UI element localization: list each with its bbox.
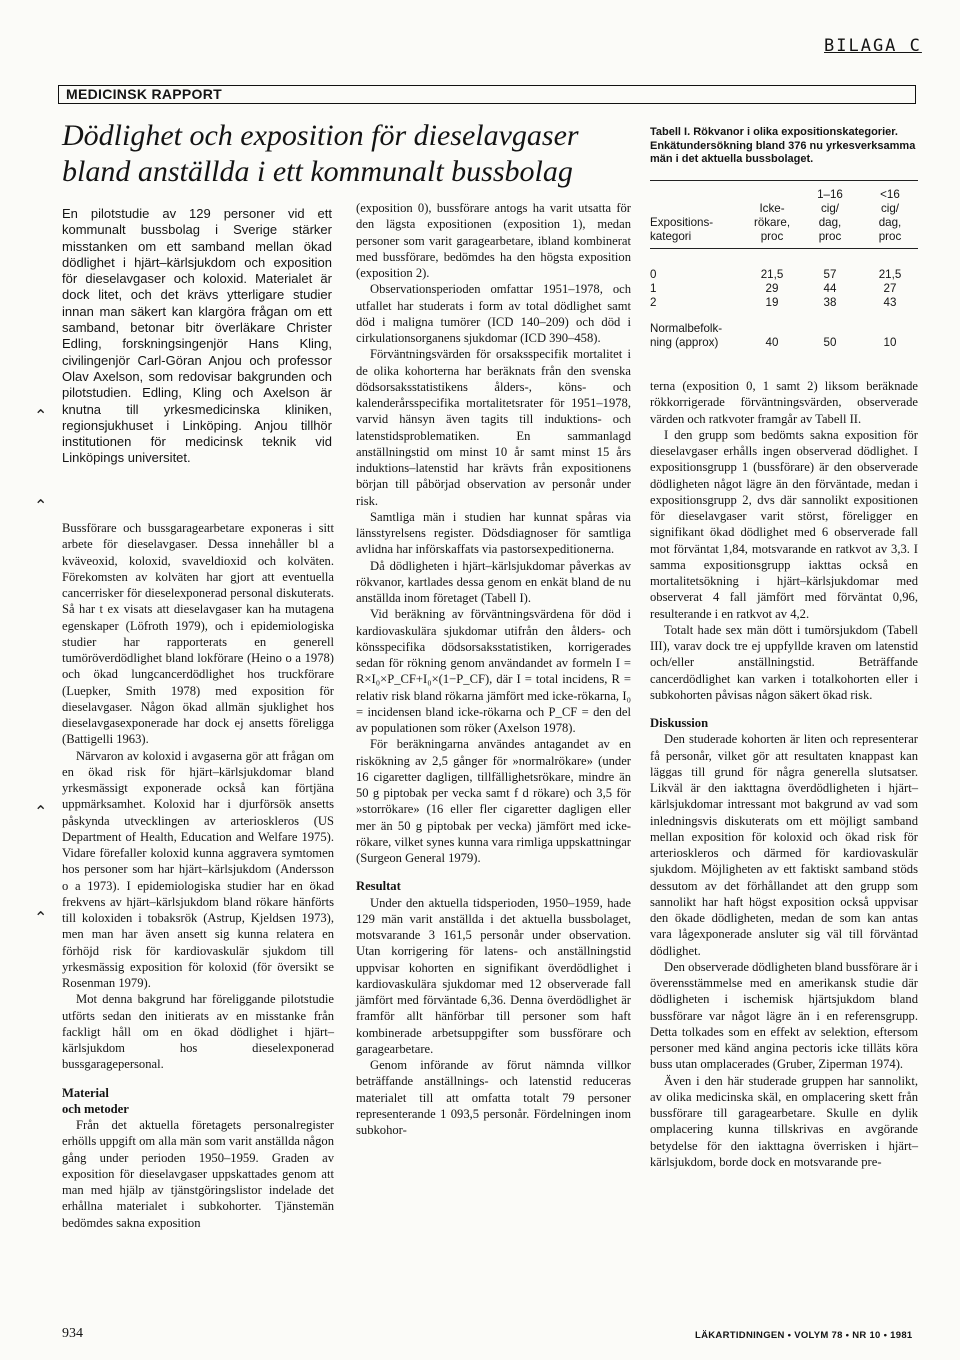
body-column-2 [356,200,631,1138]
table-cell: 40 [765,336,779,349]
paragraph: (exposition 0), bussförare antogs ha varit utsatta för den lägsta expositionen (exposition 1), medan personer som varit garagearbetare, ibland kombinerat med bussförare, bedömdes ha den högsta exposition (exposition 2). [356,201,631,280]
table-cell: 44 [823,282,837,295]
table-cell: 43 [883,296,897,309]
table-cell: 50 [823,336,837,349]
page-number: 934 [62,1326,83,1341]
margin-mark: ⌃ [34,406,48,425]
header-cell: proc [760,230,784,243]
header-cell: Icke- [759,202,785,215]
title-line-1: Dödlighet och exposition för dieselavgaser [62,119,579,152]
table-header-row [650,188,918,202]
paragraph: Totalt hade sex män dött i tumörsjukdom (Tabell III), varav dock tre ej uppfyllde kraven om latenstid och/eller anställningstid. Beträffande cancerdödlighet kan varken i totalkohorten eller i subkohorten påvisas någon säkert ökad risk. [650,622,918,702]
table-cell: ning (approx) [650,336,719,349]
table-cell: 0 [650,268,657,281]
margin-mark: ⌃ [34,908,48,927]
table-top-rule [650,180,918,181]
table-row [650,336,918,350]
table-row [650,282,918,296]
table-cell: 21,5 [760,268,784,281]
paragraph: Samtliga män i studien har kunnat spåras via länsstyrelsens register. Dödsdiagnoser för samtliga avlidna har införskaffats via pastorsexpeditionerna. [356,509,631,557]
smoking-table [650,180,918,352]
table-cell: 19 [765,296,779,309]
paragraph-gap [650,703,918,715]
paragraph: Observationsperioden omfattar 1951–1978, och utfallet har studerats i form av total dödlighet samt död i maligna tumörer (ICD 140–209) och död i cirkulationsorganens sjukdomar (ICD 390–458). [356,282,631,345]
body-column-1 [62,520,334,1231]
paragraph: Mot denna bakgrund har föreliggande pilotstudie utförts sedan den initierats av en misstanke från fackligt håll om en ökad dödlighet i hjärt–kärlsjukdom hos dieselexponerad bussgaragepersonal. [62,992,334,1072]
annex-label: BILAGA C [824,36,922,56]
paragraph-gap [356,866,631,878]
paragraph: Vid beräkning av förväntningsvärdena för död i kardiovaskulära sjukdomar utifrån den ålders- och könsspecifika dödsorsaksstatistiken, korrigerades sedan för rökning genom användandet av formeln I = R×I₀×P_CF+I₀×(1−P_CF), där I = total incidens, R = relativ risk bland rökarna jämfört med icke-rökarna, I₀ = incidensen bland icke-rökarna och P_CF = den del av populationen som röker (Axelson 1978). [356,607,631,735]
table-cell: Normalbefolk- [650,322,723,335]
paragraph: För beräkningarna användes antagandet av en riskökning av 2,5 gånger för »normalrökare» (under 16 cigaretter dagligen, tillfällighetsrökare, mindre än 50 g piptobak per vecka samt f d rökare) och 3,5 för »storrökare» (16 eller fler cigaretter dagligen eller mer än 50 g piptobak per vecka) jämfört med icke-rökare, vilket synes kunna vara rimliga uppskattningar (Surgeon General 1979). [356,737,631,865]
section-heading: Resultat [356,879,401,894]
table-cell: 21,5 [878,268,902,281]
header-cell: proc [818,230,842,243]
paragraph: Förväntningsvärden för orsaksspecifik mortalitet i de olika kohorterna har beräknats från den svenska dödsorsaksstatistikens ålders-, köns- och kalenderårsspecifika mortalitetsrater för 1951–1978, varvid hänsyn även tagits till induktions- och latenstidsproblematiken. En sammanlagd anställningstid om minst 10 år samt minst 15 års induktions–latenstid har krävts från expositionens början till påbörjad observation av personår under risk. [356,347,631,508]
header-cell: 1–16 [817,188,843,201]
paragraph: Även i den här studerade gruppen har sannolikt, av olika medicinska skäl, en omplacering skett från bussförare till garagearbetare. Skulle en dylik omplacering kunna tillskrivas en avgörande betydelse för den iakttagna överrisken i hjärt–kärlsjukdom, borde dock en motsvarande pre- [650,1073,918,1169]
body-column-3 [650,378,918,1170]
header-cell: dag, [878,216,902,229]
section-heading: Material [62,1085,109,1100]
section-heading: och metoder [62,1101,129,1116]
margin-mark: ⌃ [34,496,48,515]
table-caption: Tabell I. Rökvanor i olika expositionskategorier. Enkätundersökning bland 376 nu yrkesverksamma män i det aktuella bussbolaget. [650,126,916,165]
table-cell: 38 [823,296,837,309]
header-cell: cig/ [880,202,900,215]
paragraph: Genom införande av förut nämnda villkor beträffande anställnings- och latenstid reduceras materialet till att omfatta totalt 79 personer representerande 1 093,5 personår. Fördelningen inom subkohor- [356,1058,631,1137]
paragraph: terna (exposition 0, 1 samt 2) liksom beräknade rökkorrigerade förväntningsvärden, observerade värden och ratkvoter framgår av Tabell II. [650,379,918,426]
paragraph: Bussförare och bussgaragearbetare exponeras i sitt arbete för dieselavgaser. Dessa innehåller bl a kväveoxid, koloxid, svaveldioxid och kolväten. Förekomsten av kolväten har gjort att eventuella cancerrisker för dieselexponerad personal diskuterats. Så har t ex visats att dieselavgaser kan ha mutagena egenskaper (Löfroth 1979), och i epidemiologiska studier har rapporterats en generell tumöröverdödlighet bland lokförare (Heino o a 1978) och ökad lungcancerdödlighet hos truckförare (Luepker, Smith 1978) med exposition för dieselavgaser. Någon ökad allmän sjuklighet hos dieselavgasexponerade har dock ej ansetts föreligga (Battigelli 1963). [62,521,334,747]
section-label: MEDICINSK RAPPORT [66,86,222,102]
header-cell: kategori [650,230,692,243]
table-header-row [650,202,918,216]
table-cell: 27 [883,282,897,295]
header-cell: <16 [880,188,900,201]
table-cell: 1 [650,282,657,295]
table-cell: 57 [823,268,837,281]
header-cell: cig/ [820,202,840,215]
table-header-row [650,230,918,244]
table-row [650,296,918,310]
paragraph: I den grupp som bedömts sakna exposition för dieselavgaser erhålls ingen observerad dödlighet. I expositionsgrupp 1 (bussförare) är den observerade dödligheten något lägre än den förväntade, medan i expositionsgrupp 2, dvs där sannolikt expositionen för dieselavgaser varit störst, föreligger en signifikant ökad dödlighet med 6 observerade fall mot förväntat 1,84, motsvarande en ratkvot av 3,3. I samma expositionsgrupp iakttas också en mortalitetsökning i hjärt–kärlsjukdomar med observerat 4 fall jämfört med förväntat 0,96, resulterande i en ratkvot av 4,2. [650,427,918,621]
journal-footer: LÄKARTIDNINGEN • VOLYM 78 • NR 10 • 1981 [695,1330,913,1341]
intro-summary: En pilotstudie av 129 personer vid ett kommunalt bussbolag i Sverige stärker misstanken om ett samband mellan ökad dödlighet i hjärt–kärlsjukdom och exposition för dieselavgaser och koloxid. Materialet är dock litet, och det krävs ytterligare studier innan man säkert kan klargöra frågan om ett samband, betonar bitr överläkare Christer Edling, forskningsingenjör Hans Kling, civilingenjör Carl-Göran Anjou och professor Olav Axelson, som redovisar bakgrunden och pilotstudien. Edling, Kling och Axelson är knutna till yrkesmedicinska kliniken, regionsjukhuset i Linköping. Anjou tillhör institutionen för medicinsk teknik vid Linköpings universitet. [62,206,332,466]
paragraph: Närvaron av koloxid i avgaserna gör att frågan om en ökad risk för hjärt–kärlsjukdomar bland yrkesmässigt exponerade också kan förtjäna uppmärksamhet. Koloxid har i djurförsök ansetts påskynda utvecklingen av arterioskleros (US Department of Health, Education and Welfare 1975). Vidare förefaller koloxid kunna aggravera symtomen hos personer som har hjärt–kärlsjukdom (Andersson o a 1973). I epidemiologiska studier har en ökad frekvens av hjärt–kärlsjukdom bland rökare hänförts till koloxiden i tobaksrök (Astrup, Kjeldsen 1973), men man har även ansett sig kunna relatera en förhöjd risk för kardiovaskulär sjukdom till yrkesmässig exposition för koloxid (för översikt se Rosenman 1979). [62,748,334,990]
paragraph: Från det aktuella företagets personalregister erhölls uppgift om alla män som varit anställda någon gång under perioden 1950–1959. Graden av exposition för dieselavgaser uppskattades genom att man med hjälp av tjänstgöringslistor indelade det erhållna materialet i subkohorter. Tjänstemän bedömdes sakna exposition [62,1118,334,1230]
table-row [650,322,918,336]
header-cell: proc [878,230,902,243]
article-title [62,118,622,190]
table-mid-rule [650,248,918,249]
section-heading: Diskussion [650,716,709,730]
header-cell: rökare, [753,216,791,229]
table-cell: 10 [883,336,897,349]
table-cell: 2 [650,296,657,309]
paragraph: Under den aktuella tidsperioden, 1950–1959, hade 129 män varit anställda i det aktuella bussbolaget, motsvarande 3 161,5 personår under observation. Utan korrigering för latens- och anställningstid uppvisar kohorten en signifikant överdödlighet i kardiovaskulära sjukdomar med 12 observerade fall jämfört med förväntade 6,36. Denna överdödlighet är framför allt hänförbar till personer som haft kombinerade arbetsuppgifter som bussförare och garagearbetare. [356,895,631,1056]
table-row [650,268,918,282]
table-cell: 29 [765,282,779,295]
margin-mark: ⌃ [34,802,48,821]
paragraph-gap [62,1073,334,1085]
header-cell: dag, [818,216,842,229]
table-header-row [650,216,918,230]
paragraph: Den observerade dödligheten bland bussförare är i överensstämmelse med en amerikansk studie där dödligheten i ischemisk hjärtsjukdom bland bussförare var något lägre än i en referensgrupp. Detta tolkades som en effekt av selektion, eftersom personer med känd angina pectoris icke tilläts köra buss utan omplacerades (Gruber, Ziperman 1974). [650,959,918,1072]
paragraph: Då dödligheten i hjärt–kärlsjukdomar påverkas av rökvanor, kartlades dessa genom en enkät bland de nu anställda inom företaget (Tabell I). [356,558,631,605]
header-cell: Expositions- [650,216,714,229]
title-line-2: bland anställda i ett kommunalt bussbolag [62,155,573,188]
paragraph: Den studerade kohorten är liten och representerar få personår, vilket gör att resultaten knappast kan läggas till grund för några generella slutsatser. Likväl är den iakttagna överdödligheten i hjärt–kärlsjukdomar intressant mot bakgrund av vad som inledningsvis diskuterats om ett möjligt samband mellan exposition för koloxid och ökad risk för arterioskleros och därmed för kardiovaskulär sjukdom. Möjligheten av ett faktiskt samband stöds dessutom av det förhållandet att den grupp som sannolikt har haft högst exposition också uppvisar den ökade dödligheten, medan de som kan antas vara lågexponerade ansluter sig väl till förväntad dödlighet. [650,732,918,958]
